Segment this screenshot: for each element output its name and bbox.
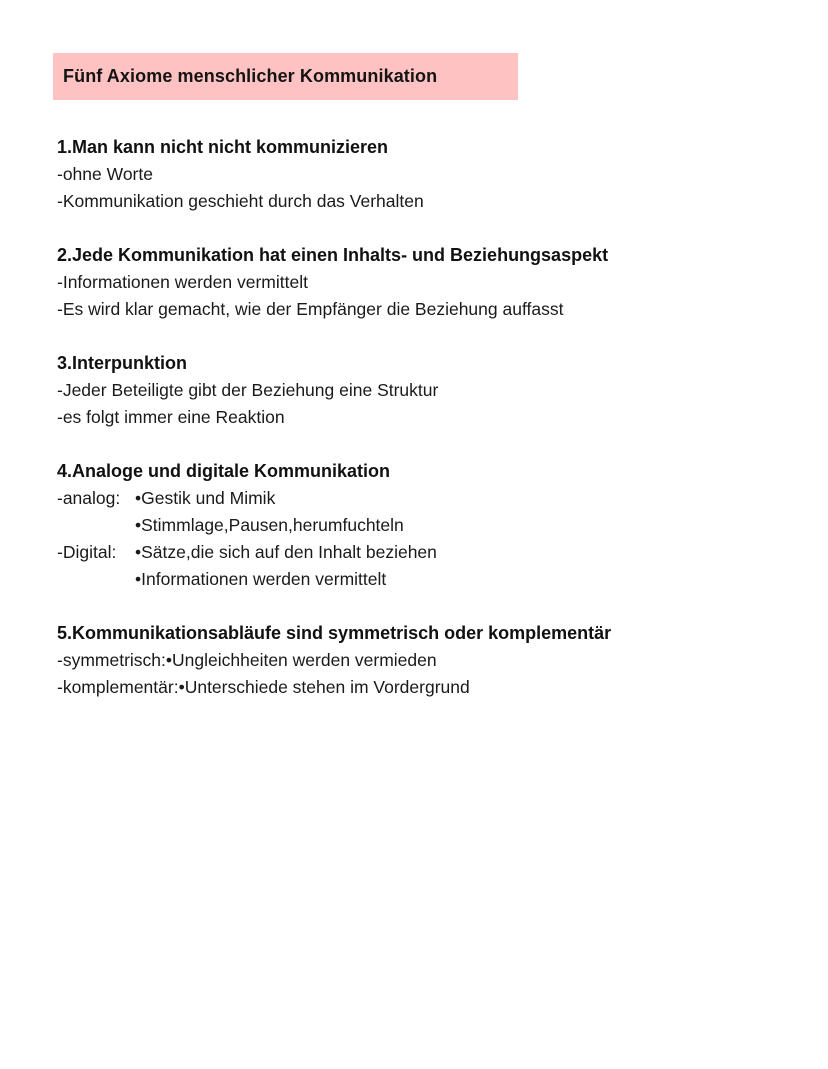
analog-label: -analog: [57, 488, 121, 508]
digital-item-1: •Sätze,die sich auf den Inhalt beziehen [135, 542, 437, 562]
axiom-section-5 [57, 620, 797, 701]
axiom-2-line-1: -Informationen werden vermittelt [57, 272, 308, 292]
axiom-section-1 [57, 134, 797, 215]
page-title: Fünf Axiome menschlicher Kommunikation [63, 66, 438, 86]
digital-item-2: •Informationen werden vermittelt [135, 569, 387, 589]
axiom-5-line-2: -komplementär:•Unterschiede stehen im Vordergrund [57, 677, 470, 697]
digital-row-1 [57, 539, 797, 566]
digital-row-2 [57, 566, 797, 593]
axiom-heading-2: 2.Jede Kommunikation hat einen Inhalts- und Beziehungsaspekt [57, 245, 609, 265]
title-banner [53, 53, 518, 100]
analog-item-2: •Stimmlage,Pausen,herumfuchteln [135, 515, 404, 535]
digital-label: -Digital: [57, 542, 117, 562]
axiom-1-line-2: -Kommunikation geschieht durch das Verhalten [57, 191, 424, 211]
axiom-heading-5: 5.Kommunikationsabläufe sind symmetrisch oder komplementär [57, 623, 612, 643]
analog-row-2 [57, 512, 797, 539]
axiom-3-line-2: -es folgt immer eine Reaktion [57, 407, 285, 427]
axiom-5-line-1: -symmetrisch:•Ungleichheiten werden vermieden [57, 650, 437, 670]
document-body [57, 134, 797, 728]
axiom-heading-1: 1.Man kann nicht nicht kommunizieren [57, 137, 389, 157]
analog-item-1: •Gestik und Mimik [135, 488, 276, 508]
axiom-3-line-1: -Jeder Beteiligte gibt der Beziehung eine Struktur [57, 380, 439, 400]
analog-indent [57, 512, 135, 539]
axiom-1-line-1: -ohne Worte [57, 164, 153, 184]
axiom-2-line-2: -Es wird klar gemacht, wie der Empfänger die Beziehung auffasst [57, 299, 564, 319]
axiom-section-2 [57, 242, 797, 323]
axiom-heading-3: 3.Interpunktion [57, 353, 187, 373]
axiom-section-3 [57, 350, 797, 431]
digital-indent [57, 566, 135, 593]
axiom-section-4 [57, 458, 797, 593]
axiom-heading-4: 4.Analoge und digitale Kommunikation [57, 461, 391, 481]
analog-row-1 [57, 485, 797, 512]
